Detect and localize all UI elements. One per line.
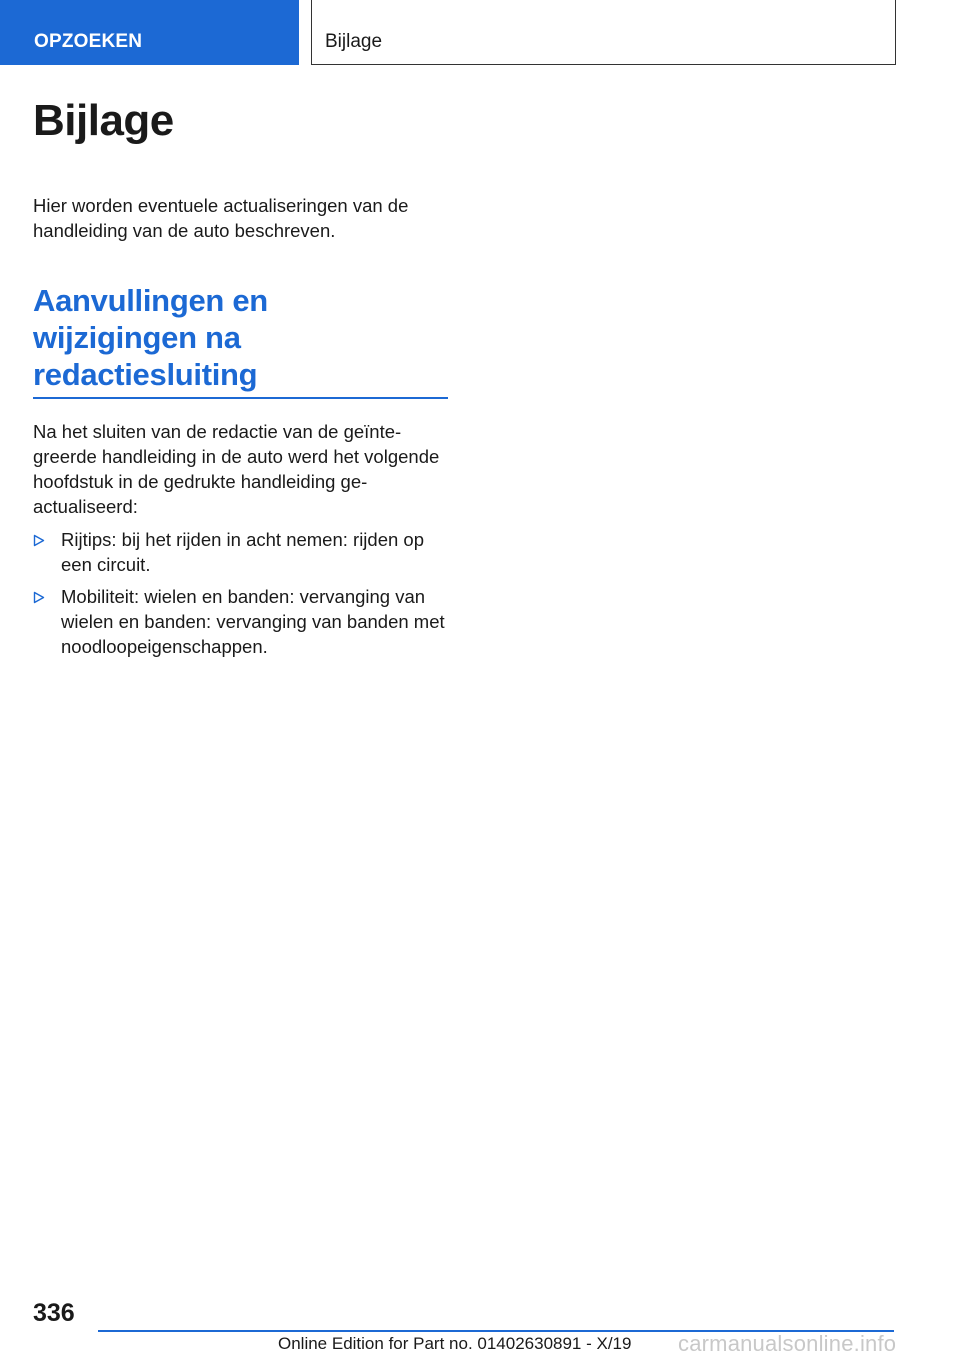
update-list [33,527,448,666]
section-tab-opzoeken[interactable]: OPZOEKEN [0,0,299,65]
triangle-right-outline-icon [33,534,45,547]
list-item [33,527,448,577]
edition-info: Online Edition for Part no. 01402630891 - X/19 [278,1334,632,1353]
section-heading: Aanvullingen en wijzigingen na redactiesluiting [33,283,268,392]
page-title: Bijlage [33,96,174,145]
section-divider [33,397,448,399]
page-number: 336 [33,1299,75,1327]
list-item-text: Rijtips: bij het rijden in acht nemen: rijden op een circuit. [61,529,424,575]
body-paragraph: Na het sluiten van de redactie van de geïntegreerde handleiding in de auto werd het volgende hoofdstuk in de gedrukte handleiding geactualiseerd: [33,421,440,517]
triangle-right-outline-icon [33,591,45,604]
list-item [33,584,448,659]
chapter-header: Bijlage [311,0,896,65]
intro-paragraph: Hier worden eventuele actualiseringen van de handleiding van de auto beschreven. [33,195,409,241]
watermark: carmanualsonline.info [678,1331,897,1356]
list-item-text: Mobiliteit: wielen en banden: vervanging van wielen en banden: vervanging van banden met noodloopeigenschappen. [61,586,445,657]
